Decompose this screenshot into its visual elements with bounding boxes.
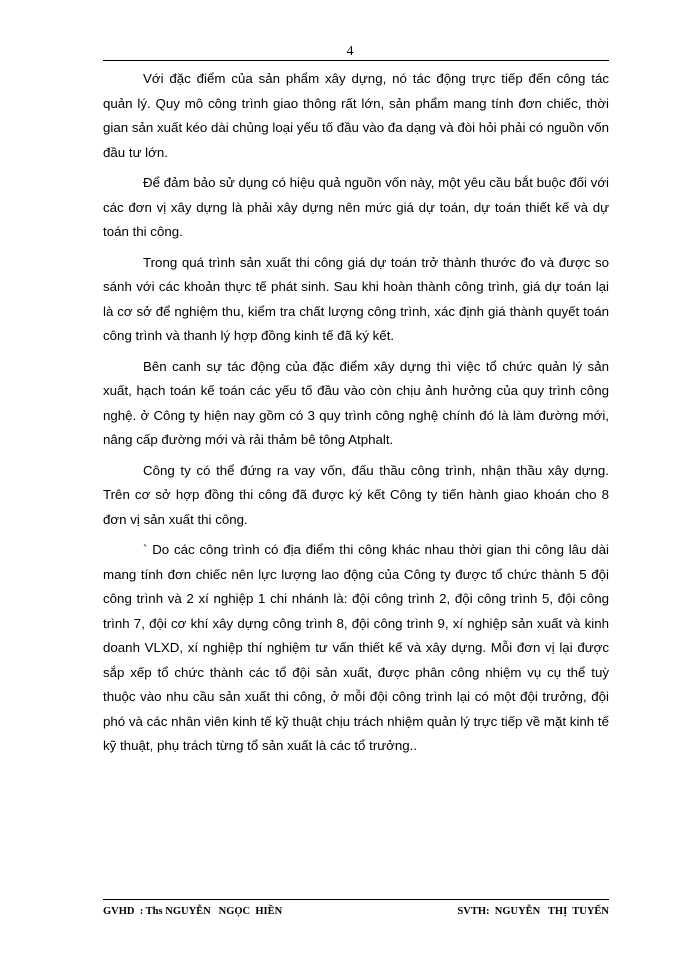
paragraph-3: Trong quá trình sản xuất thi công giá dự toán trở thành thước đo và được so sánh với các khoản thực tế phát sinh. Sau khi hoàn thành công trình, giá dự toán lại là cơ sở để nghiệm thu, kiểm tra chất lượng công trình, xác định giá thành quyết toán công trình và thanh lý hợp đồng kinh tế đã ký kết. [103,254,609,343]
paragraph-2: Để đảm bảo sử dụng có hiệu quả nguồn vốn này, một yêu cầu bắt buộc đối với các đơn vị xây dựng là phải xây dựng nên mức giá dự toán, dự toán thiết kế và dự toán thi công. [103,175,609,239]
paragraph-1: Với đặc điểm của sản phẩm xây dựng, nó tác động trực tiếp đến công tác quản lý. Quy mô công trình giao thông rất lớn, sản phẩm mang tính đơn chiếc, thời gian sản xuất kéo dài chủng loại yếu tố đầu vào đa dạng và đòi hỏi phải có nguồn vốn đầu tư lớn. [103,71,609,160]
footer-student: SVTH: NGUYỄN THỊ TUYẾN [457,906,609,917]
header-rule [103,60,609,61]
paragraph-6: ` Do các công trình có địa điểm thi công khác nhau thời gian thi công lâu dài mang tính đơn chiếc nên lực lượng lao động của Công ty được tổ chức thành 5 đội công trình và 2 xí nghiệp 1 chi nhánh là: đội công trình 2, đội công trình 5, đội công trình 7, đội cơ khí xây dựng công trình 8, đội công trình 9, xí nghiệp sản xuất và kinh doanh VLXD, xí nghiệp thí nghiệm tư vấn thiết kế và xây dựng. Mỗi đơn vị lại được sắp xếp tổ chức thành các tổ đội sản xuất, được phân công nhiệm vụ cụ thể tuỳ thuộc vào nhu cầu sản xuất thi công, ở mỗi đội công trình lại có một đội trưởng, đội phó và các nhân viên kinh tế kỹ thuật chịu trách nhiệm quản lý trực tiếp về mặt kinh tế kỹ thuật, phụ trách từng tổ sản xuất là các tổ trưởng.. [103,542,609,753]
page-number: 4 [346,44,354,59]
document-body [103,67,609,765]
paragraph-5: Công ty có thể đứng ra vay vốn, đấu thầu công trình, nhận thầu xây dựng. Trên cơ sở hợp đồng thi công đã được ký kết Công ty tiến hành giao khoán cho 8 đơn vị sản xuất thi công. [103,462,609,527]
footer-supervisor: GVHD : Ths NGUYỄN NGỌC HIỀN [103,906,283,917]
paragraph-4: Bên canh sự tác động của đặc điểm xây dựng thì việc tổ chức quản lý sản xuất, hạch toán kế toán các yếu tố đầu vào còn chịu ảnh hưởng của quy trình công nghệ. ở Công ty hiện nay gồm có 3 quy trình công nghệ chính đó là làm đường mới, nâng cấp đường mới và rải thảm bê tông Atphalt. [103,358,609,447]
footer-rule [103,899,609,900]
